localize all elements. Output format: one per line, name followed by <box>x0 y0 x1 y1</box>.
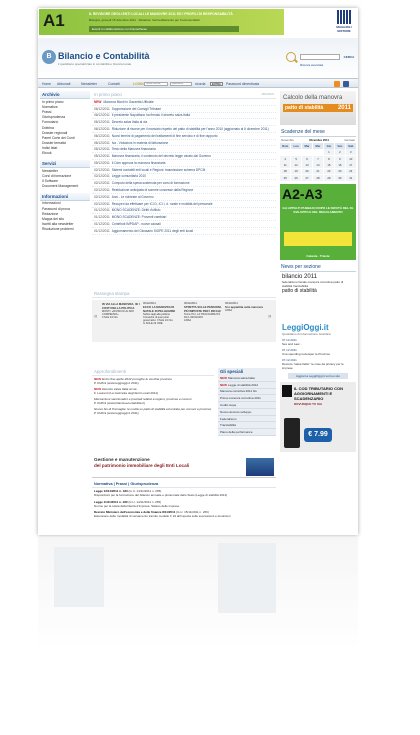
news-date: 02/12/2011 <box>94 201 110 206</box>
news-row[interactable] <box>92 153 276 160</box>
news-title: Iva - Violazioni in materia di fatturazione <box>111 140 169 145</box>
news-title: Anci - Le richieste al Governo <box>111 194 154 199</box>
news-title: MONO SCADENZE: Diritti d'ufficio <box>111 208 161 213</box>
press-card-source: Il Sole 24 Ore <box>102 316 118 319</box>
page <box>38 8 358 535</box>
news-date: 06/12/2011 <box>94 127 110 132</box>
leggioggi-name: LeggiOggi.it <box>282 322 329 332</box>
news-row[interactable] <box>92 214 276 221</box>
press-card-body: Torna l'ICI, LA TRACCIABILITÀ DA 1.000 EURO <box>184 313 221 319</box>
search-button[interactable]: CERCA <box>343 55 355 59</box>
speciale-item[interactable] <box>218 422 276 429</box>
calendar-day[interactable]: 23 <box>335 169 345 175</box>
calendar-day[interactable]: 7 <box>313 156 323 162</box>
tag-bilancio-2011[interactable]: bilancio 2011 <box>282 273 317 280</box>
news-date: 02/12/2011 <box>94 181 110 186</box>
news-date: 01/12/2011 <box>94 228 110 233</box>
speciali-list <box>218 375 276 436</box>
calendar-day[interactable]: 3 <box>346 149 356 155</box>
normativa-text: Estensione delle modalità di versamento tramite modello F 24 all'imposta sulle successioni e donazioni <box>94 513 231 518</box>
servizi-title: Servizi <box>40 160 90 168</box>
new-badge: NEW <box>94 387 102 391</box>
normativa-text: Norme per la tutela della libertà d'impresa. Statuto delle imprese <box>94 503 180 508</box>
site-logo-icon[interactable]: B <box>42 50 56 64</box>
calendar-day[interactable]: 19 <box>291 169 301 175</box>
sidebar-item[interactable]: Giurisprudenza <box>42 115 65 120</box>
maggioli-logo-icon <box>337 10 351 24</box>
news-row[interactable] <box>92 180 276 187</box>
news-row[interactable] <box>92 113 276 120</box>
news-row[interactable] <box>92 208 276 215</box>
cod-ad-sub: DOVUNQUE TU SIA <box>294 401 323 406</box>
news-date: 02/12/2011 <box>94 194 110 199</box>
calendar-day[interactable]: 6 <box>302 156 312 162</box>
calcolo-line-1: Calcolo della manovra <box>283 95 343 101</box>
speciale-label: Tracciabilità <box>220 423 236 428</box>
left-sidebar <box>40 91 90 391</box>
normativa-section <box>92 481 276 519</box>
leggioggi-logo[interactable] <box>280 322 356 337</box>
calendar-blank <box>313 149 323 155</box>
calendar-prev-month[interactable]: Novembre <box>281 138 294 142</box>
calendar-day[interactable]: 2 <box>335 149 345 155</box>
leggioggi-date: 07.12.2011 <box>282 337 297 342</box>
nav-home[interactable]: Home <box>42 82 52 86</box>
press-card-source: ANSA <box>225 309 233 312</box>
calcolo-year: 2011 <box>337 105 351 111</box>
news-title: Decreto salva Italia al via <box>111 120 148 125</box>
news-title: Restituzione anticipata di somme concesse dalla Regione <box>111 188 194 193</box>
news-date: 02/12/2011 <box>94 174 110 179</box>
rassegna-carousel <box>92 300 276 342</box>
approfondimento-author: F. Laurenti (La Gazzetta degli Enti Locali 2011) <box>94 391 159 395</box>
sidebar-item[interactable]: Dottrina <box>42 125 54 130</box>
press-card-body: MONTI: «RIVINCIO AL MIO COMPENSO» <box>102 310 135 316</box>
news-row[interactable] <box>92 106 276 113</box>
sidebar-item[interactable]: Indici Istat <box>42 146 58 151</box>
informazioni-title: Informazioni <box>40 193 90 201</box>
news-title: Il Cdm approva la manovra finanziaria <box>111 160 166 165</box>
news-title: Aggiornamento del Glossario SIOPE 2011 degli enti locali <box>111 228 193 233</box>
calendar-day[interactable]: 4 <box>280 156 290 162</box>
calendar-day[interactable]: 5 <box>291 156 301 162</box>
normativa-item[interactable] <box>92 488 276 498</box>
calendar-day[interactable]: 10 <box>346 156 356 162</box>
calendar-day[interactable]: 14 <box>313 162 323 168</box>
speciale-item[interactable] <box>218 416 276 423</box>
speciale-label: Legge di stabilità 2012 <box>228 382 259 387</box>
approfondimento-item[interactable] <box>92 406 214 416</box>
normativa-meta: (G.U. 14/11/2011 n. 265) <box>128 499 162 504</box>
news-date: 06/12/2011 <box>94 106 110 111</box>
calendar-day[interactable]: 9 <box>335 156 345 162</box>
news-date: 02/12/2011 <box>94 167 110 172</box>
news-row[interactable] <box>92 126 276 133</box>
sidebar-item[interactable]: Dossier tematici <box>42 141 67 146</box>
a1-event-ad[interactable] <box>39 9 284 35</box>
normativa-tabs[interactable]: Normativa | Prassi | Giurisprudenza <box>92 481 276 488</box>
news-row[interactable] <box>92 167 276 174</box>
sidebar-item[interactable]: Prassi <box>42 109 52 114</box>
login-button[interactable]: ENTRA <box>212 82 221 86</box>
news-row[interactable] <box>92 221 276 228</box>
a2a3-text: GLI APPALTI PUBBLICI DOPO LE NOVITÀ DEL DL SVILUPPO E DEL REGOLAMENTO <box>282 205 354 214</box>
sidebar-item[interactable]: Corsi di formazione <box>42 173 72 178</box>
nav-newsletter[interactable]: Newsletter <box>81 82 98 86</box>
normativa-title: Legge 12/11/2011 n. 183 <box>94 489 128 494</box>
calendar-dow: Mar <box>302 143 312 149</box>
news-title: Contributi IMPDAP - nuove causali <box>111 221 161 226</box>
password-input[interactable] <box>170 82 192 87</box>
gestione-line-1: Gestione e manutenzione <box>94 457 150 462</box>
speciale-label: Prima manovra correttiva 2011 <box>220 396 261 401</box>
news-row[interactable] <box>92 99 276 106</box>
press-card[interactable] <box>102 302 140 340</box>
calendar-day[interactable]: 29 <box>324 175 334 181</box>
news-date: 05/12/2011 <box>94 160 110 165</box>
calendar-day[interactable]: 1 <box>324 149 334 155</box>
news-date: 06/12/2011 <box>94 140 110 145</box>
ad-badge: A1 <box>43 11 65 30</box>
news-row[interactable] <box>92 187 276 194</box>
approfondimento-author: P. Ruffini (www.leggioggi.it 2011) <box>94 381 139 385</box>
news-row[interactable] <box>92 133 276 140</box>
speciale-item[interactable] <box>218 395 276 402</box>
approfondimenti <box>92 368 214 416</box>
news-date: 01/12/2011 <box>94 208 110 213</box>
speciale-item[interactable] <box>218 389 276 396</box>
news-per-sezione-title: News per sezione <box>280 263 356 272</box>
rassegna-stampa <box>92 290 276 360</box>
calendar-day[interactable]: 24 <box>346 169 356 175</box>
archivio-section <box>40 91 90 156</box>
calendar-dow: Gio <box>324 143 334 149</box>
leggioggi-item[interactable] <box>280 357 356 371</box>
news-date: 06/12/2011 <box>94 120 110 125</box>
calendar-dow: Lun <box>291 143 301 149</box>
facebook-icon[interactable] <box>343 81 349 87</box>
archivio-title: Archivio <box>40 91 90 99</box>
leggioggi-text: Sex and Law... <box>282 341 302 346</box>
tag-cloud <box>280 272 356 320</box>
news-row[interactable] <box>92 119 276 126</box>
calendar-day[interactable]: 31 <box>346 175 356 181</box>
calendar-day[interactable]: 11 <box>280 162 290 168</box>
normativa-title: Legge 11/11/2011 n. 180 <box>94 499 128 504</box>
cod-ad-title: IL COD TRIBUTARIO CON AGGIORNAMENTI E SCADENZARIO <box>294 385 343 401</box>
site-title[interactable]: Bilancio e Contabilità <box>58 51 150 61</box>
scadenze-title: Scadenze del mese <box>280 128 356 137</box>
leggioggi-item[interactable] <box>280 347 356 357</box>
search-input[interactable] <box>300 54 340 60</box>
leggioggi-widget-button[interactable]: Aggiorna LeggiOggi.it sul tuo sito <box>288 373 348 379</box>
news-row[interactable] <box>92 146 276 153</box>
press-card-date: 06/12/2011 <box>225 302 238 305</box>
sidebar-item[interactable]: Mappa del sito <box>42 216 65 221</box>
cod-book-icon <box>282 385 292 397</box>
approfondimento-text: Nuovo bis di Tremaglie: le novità su patto di stabilità ed entrate per comuni e province <box>94 407 212 411</box>
approfondimento-text: Meccanismi sanzionatori e premiali relativi a regioni, province e comuni <box>94 397 192 401</box>
news-date: 01/12/2011 <box>94 215 110 220</box>
sidebar-item[interactable]: Formulario <box>42 120 59 125</box>
advanced-search-link[interactable]: Ricerca avanzata <box>300 63 324 67</box>
normativa-item[interactable] <box>92 509 276 519</box>
approfondimento-item[interactable] <box>92 396 214 406</box>
carousel-prev-icon[interactable]: « <box>94 314 98 320</box>
top-banner <box>38 8 358 38</box>
calendar-day[interactable]: 12 <box>291 162 301 168</box>
news-date: 05/12/2011 <box>94 147 110 152</box>
news-row[interactable] <box>92 160 276 167</box>
press-card-source: IL SOLE 24 ORE <box>143 322 163 325</box>
normativa-text: Disposizioni per la formazione del bilancio annuale e pluriennale dello Stato (Legge di stabilità 2012) <box>94 493 228 498</box>
a2-a3-event-ad[interactable] <box>280 184 356 260</box>
news-date: 06/12/2011 <box>94 133 110 138</box>
sidebar-item[interactable]: Normativa <box>42 104 58 109</box>
new-badge: NEW <box>220 375 227 380</box>
calendar-day[interactable]: 28 <box>313 175 323 181</box>
press-card[interactable] <box>143 302 181 340</box>
primo-piano <box>92 91 276 235</box>
press-card[interactable] <box>184 302 222 340</box>
speciali-title: Gli speciali <box>220 369 244 374</box>
approfondimento-item[interactable] <box>92 376 214 386</box>
nav-contacts[interactable]: Contatti <box>108 82 120 86</box>
username-input[interactable] <box>144 82 168 87</box>
primo-piano-title <box>92 91 276 99</box>
news-row[interactable] <box>92 174 276 181</box>
calendar-day[interactable]: 15 <box>324 162 334 168</box>
leggioggi-date: 07.12.2011 <box>282 357 297 362</box>
speciale-item[interactable] <box>218 409 276 416</box>
cod-ad-price: € 7.99 <box>304 428 332 442</box>
gestione-banner[interactable] <box>92 456 276 478</box>
news-title: Soppressione dei Consigli Tributari <box>111 106 161 111</box>
press-card-date: 06/12/2011 <box>143 302 156 305</box>
calendar-current-month: Dicembre 2011 <box>309 138 329 142</box>
calendar-day[interactable]: 17 <box>346 162 356 168</box>
speciale-label: Manovra salva Italia <box>228 375 255 380</box>
rss-icon[interactable] <box>334 81 340 87</box>
speciale-label: Manovra correttiva 2011 bis <box>220 389 257 394</box>
approfondimento-author: P. Ruffini (www.bilancioecontabilita.it) <box>94 401 145 405</box>
normativa-meta: (G.U. 14/11/2011 n. 265) <box>128 489 162 494</box>
gestione-line-2: del patrimonio immobiliare degli Enti Locali <box>94 463 190 468</box>
news-title: Testo della Manovra finanziaria <box>111 147 156 152</box>
remember-checkbox-label[interactable]: ricorda <box>195 82 206 86</box>
tag-list[interactable]: federalismo fiscale manovra correttiva patto di stabilità tracciabilità <box>282 279 344 288</box>
news-title: Nuovi termini di pagamento dei trattamenti di fine servizio e di fine rapporto <box>111 133 218 138</box>
speciale-label: Federalismo <box>220 416 237 421</box>
leggioggi-date: 07.12.2011 <box>282 347 297 352</box>
normativa-item[interactable] <box>92 498 276 508</box>
codice-tributario-ad[interactable] <box>280 382 356 452</box>
calendar-day[interactable]: 13 <box>302 162 312 168</box>
tag-patto-stabilita[interactable]: patto di stabilità <box>282 287 317 294</box>
approfondimento-text: Decreto salva Italia al via <box>102 387 137 391</box>
speciale-item[interactable] <box>218 382 276 389</box>
sidebar-item[interactable]: Newsletter <box>42 168 59 173</box>
reflection-block <box>54 547 104 607</box>
news-title: Sistemi contabili enti locali e Regioni: trasmissione schema DPCM <box>111 167 206 172</box>
sidebar-item[interactable]: Pareri Corte dei Conti <box>42 135 75 140</box>
calendar-blank <box>302 149 312 155</box>
calcolo-manovra-banner[interactable] <box>280 91 356 125</box>
leggioggi-item[interactable] <box>280 337 356 347</box>
press-card[interactable] <box>225 302 263 340</box>
maggioli-logo[interactable] <box>332 10 356 34</box>
calendar-day[interactable]: 16 <box>335 162 345 168</box>
calendar-day[interactable]: 20 <box>302 169 312 175</box>
search-icon <box>286 52 296 62</box>
new-badge: NEW <box>94 377 102 381</box>
sidebar-item[interactable]: Password di prova <box>42 206 70 211</box>
rassegna-title: Rassegna stampa <box>92 290 276 298</box>
servizi-section <box>40 160 90 189</box>
calcolo-text: patto di stabilità <box>285 105 324 111</box>
news-row[interactable] <box>92 228 276 235</box>
reflection-block <box>218 543 276 613</box>
news-title: Riduzione di risorse per il mancato rispetto del patto di stabilità per l'anno 2010 (aggiornato al 6 dicembre 2011) <box>111 127 269 132</box>
carousel-next-icon[interactable]: » <box>268 314 272 320</box>
news-row[interactable] <box>92 140 276 147</box>
sidebar-item[interactable]: Dossier regionali <box>42 130 68 135</box>
new-badge: NEW <box>94 99 102 104</box>
main-nav <box>38 78 358 88</box>
speciale-item[interactable] <box>218 402 276 409</box>
search-area <box>286 52 356 74</box>
calendar-grid <box>280 143 356 181</box>
a2a3-badge: A2-A3 <box>282 185 323 202</box>
nav-subscriptions[interactable]: Abbonati <box>57 82 71 86</box>
approfondimenti-title: Approfondimenti <box>92 368 214 376</box>
news-date: 02/12/2011 <box>94 188 110 193</box>
press-card-source: ANSA <box>184 319 192 322</box>
calendar-day[interactable]: 26 <box>291 175 301 181</box>
sidebar-item[interactable]: Iscritti alla newsletter <box>42 222 74 227</box>
calendar-day[interactable]: 25 <box>280 175 290 181</box>
smartphone-icon <box>284 418 300 448</box>
gestione-book-image <box>246 458 274 476</box>
speciale-label: Codici siope <box>220 403 237 408</box>
speciale-label: Piano della performance <box>220 430 253 435</box>
calendar-dow: Ven <box>335 143 345 149</box>
news-list <box>92 99 276 235</box>
speciale-label: Nuovo decreto sviluppo <box>220 409 252 414</box>
news-title: Legge comunitaria 2010 <box>111 174 146 179</box>
news-title: Manovra finanziaria, il contenuto del decreto legge varato dal Governo <box>111 154 211 159</box>
news-title: Recuperi da effettuare per ICI D, ICI I, d. rurale e mobilità del personale <box>111 201 213 206</box>
news-date: 05/12/2011 <box>94 154 110 159</box>
press-card-head: ECCO LA MANOVRA DI NATALE DI PELLEGRINI <box>143 305 176 313</box>
press-card-head: IN VIA ALLA MANOVRA. 30 I COSTI DELLA POLITICA <box>102 302 140 310</box>
press-card-head: Si è appiattita sulla manovra <box>225 305 263 309</box>
site-header <box>38 38 358 78</box>
sidebar-item[interactable]: In primo piano <box>42 99 64 104</box>
news-row[interactable] <box>92 201 276 208</box>
sidebar-item[interactable]: Redazione <box>42 211 59 216</box>
a2a3-locations: Catania · Trieste <box>306 253 330 258</box>
sidebar-item[interactable]: Ebook <box>42 151 52 156</box>
sidebar-item[interactable]: Il Software <box>42 179 59 184</box>
sidebar-item[interactable]: Document Management <box>42 184 79 189</box>
primo-piano-heading: In primo piano <box>94 92 122 97</box>
page-reflection <box>38 537 358 727</box>
calendar-next-month[interactable]: Gennaio <box>344 138 355 142</box>
calendar-day[interactable]: 30 <box>335 175 345 181</box>
calendar-day[interactable]: 8 <box>324 156 334 162</box>
approfondimento-author: P. Ruffini (www.leggioggi.it 2011) <box>94 411 139 415</box>
news-title: Il presidente Napolitano ha firmato il decreto salva Italia <box>111 113 191 118</box>
normativa-title: Decreto Ministero dell'economia e delle finanze 8/11/2011 <box>94 509 176 514</box>
calendar-blank <box>280 149 290 155</box>
leggioggi-text: Decreto "salva Italia": le cose da privacy per le imprese <box>282 361 344 370</box>
sidebar-item[interactable]: Informazioni <box>42 201 61 206</box>
archive-link[interactable]: ARCHIVIO <box>261 93 274 96</box>
sidebar-item[interactable]: Risoluzione problemi <box>42 227 74 232</box>
ad-line-2: Bologna, giovedì 15 dicembre 2011 · Ricadute: l'accreditamento per Commercialisti <box>89 18 200 22</box>
right-column <box>280 91 356 452</box>
calendar-dow: Mer <box>313 143 323 149</box>
calendar-dow: Dom <box>280 143 290 149</box>
press-card-date: 06/12/2011 <box>184 302 197 305</box>
calendar-day[interactable]: 22 <box>324 169 334 175</box>
speciale-item[interactable] <box>218 375 276 382</box>
speciale-item[interactable] <box>218 429 276 436</box>
informazioni-section <box>40 193 90 232</box>
calcolo-line-2 <box>283 104 353 112</box>
publisher-name: MAGGIOLI EDITORE <box>336 25 352 33</box>
news-row[interactable] <box>92 194 276 201</box>
leggioggi-text: Una spending reviewper le Province <box>282 351 331 356</box>
news-date: 06/12/2011 <box>94 113 110 118</box>
calendar-blank <box>291 149 301 155</box>
calendar-day[interactable]: 18 <box>280 169 290 175</box>
leggioggi-subtitle: Quotidiano di Informazione Giuridica <box>282 331 331 336</box>
approfondimento-item[interactable] <box>92 386 214 396</box>
normativa-meta: (G.U. 15/11/2011 n. 266) <box>176 509 209 514</box>
news-title: Computo della spesa sostenuta per corsi di formazione <box>111 181 190 186</box>
site-subtitle: il quotidiano specializzato in contabilità e finanza locale <box>58 62 132 66</box>
calendar-day[interactable]: 21 <box>313 169 323 175</box>
calendar-dow: Sab <box>346 143 356 149</box>
new-badge: NEW <box>220 382 227 387</box>
news-title: MONO SCADENZE: Proventi cambiari <box>111 215 167 220</box>
forgot-password-link[interactable]: Password dimenticata <box>226 82 260 86</box>
login-label: LOGIN <box>133 82 144 86</box>
gli-speciali <box>218 368 276 436</box>
ad-line-3: Eventi in collaborazione con FiscoeTasse <box>89 26 239 32</box>
a2a3-highlight-box <box>284 232 352 246</box>
approfondimento-text: Entro fine aprile 2012 proroghe le vecchie province <box>102 377 172 381</box>
press-card-body: Subito tagli alla politica: Cronache di quei posti governativi. Il Sole 24 Ore <box>143 313 173 322</box>
ad-line-1: IL REVISORE DEGLI ENTI LOCALI LE MANOVRE 2011 ED I PROFILI DI RESPONSABILITÀ <box>89 12 233 16</box>
press-card-head: STRETTA SULLE PENSIONI, PIÙ IMPOSTE PER I RICCHI <box>184 305 222 313</box>
news-date: 01/12/2011 <box>94 221 110 226</box>
news-title: Manovra Monti in Gazzetta Ufficiale <box>103 99 154 104</box>
calendar-day[interactable]: 27 <box>302 175 312 181</box>
